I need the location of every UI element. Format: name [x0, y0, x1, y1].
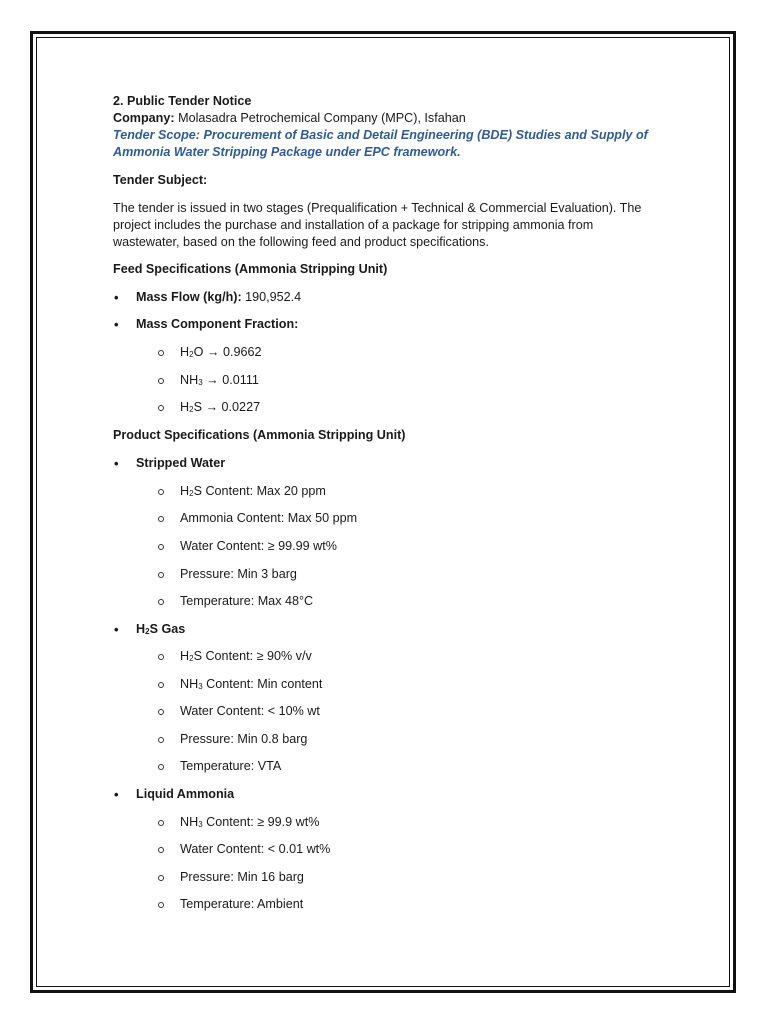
company-label: Company:	[113, 111, 175, 125]
circle-bullet-icon	[158, 709, 164, 715]
la-temperature: Temperature: Ambient	[113, 896, 693, 913]
fraction-nh3: $NH_3 \to 0.0111$	[113, 372, 693, 389]
stripped-water-item: • Stripped Water	[113, 455, 693, 472]
company-line	[113, 110, 693, 127]
circle-bullet-icon	[158, 902, 164, 908]
intro-line-3: wastewater, based on the following feed and product specifications.	[113, 235, 489, 249]
sw-water-content: Water Content: ≥ 99.99 wt%	[113, 538, 693, 555]
feed-spec-heading: Feed Specifications (Ammonia Stripping Unit)	[113, 262, 388, 276]
circle-bullet-icon	[158, 764, 164, 770]
company-value: Molasadra Petrochemical Company (MPC), Isfahan	[174, 111, 466, 125]
intro-line-2: project includes the purchase and installation of a package for stripping ammonia from	[113, 218, 594, 232]
la-nh3-content: $NH_3$ Content: ≥ 99.9 wt%	[113, 814, 693, 831]
tender-scope-line-1: Tender Scope: Procurement of Basic and Detail Engineering (BDE) Studies and Supply of	[113, 128, 648, 142]
gas-h2s-content: $H_2S$ Content: ≥ 90% v/v	[113, 648, 693, 665]
tender-subject-heading: Tender Subject:	[113, 173, 208, 187]
circle-bullet-icon	[158, 378, 164, 384]
circle-bullet-icon	[158, 544, 164, 550]
la-water-content: Water Content: < 0.01 wt%	[113, 841, 693, 858]
section-heading: 2. Public Tender Notice	[113, 94, 252, 108]
document-body	[113, 93, 693, 913]
fraction-h2o: $H_2O \to 0.9662$	[113, 344, 693, 361]
circle-bullet-icon	[158, 820, 164, 826]
product-spec-heading: Product Specifications (Ammonia Stripping Unit)	[113, 428, 406, 442]
circle-bullet-icon	[158, 599, 164, 605]
circle-bullet-icon	[158, 737, 164, 743]
gas-nh3-content: $NH_3$ Content: Min content	[113, 676, 693, 693]
liquid-ammonia-item: • Liquid Ammonia	[113, 786, 693, 803]
la-pressure: Pressure: Min 16 barg	[113, 869, 693, 886]
intro-paragraph	[113, 200, 693, 251]
circle-bullet-icon	[158, 489, 164, 495]
fraction-h2s: $H_2S \to 0.0227$	[113, 399, 693, 416]
circle-bullet-icon	[158, 875, 164, 881]
mass-flow-item	[113, 289, 693, 306]
sw-ammonia-content: Ammonia Content: Max 50 ppm	[113, 510, 693, 527]
circle-bullet-icon	[158, 682, 164, 688]
circle-bullet-icon	[158, 572, 164, 578]
mass-flow-value: 190,952.4	[241, 290, 302, 304]
mass-flow-label: Mass Flow (kg/h):	[136, 290, 242, 304]
sw-pressure: Pressure: Min 3 barg	[113, 566, 693, 583]
h2s-gas-item: • $H_2S$ Gas	[113, 621, 693, 638]
gas-pressure: Pressure: Min 0.8 barg	[113, 731, 693, 748]
mass-fraction-item: • Mass Component Fraction:	[113, 316, 693, 333]
intro-line-1: The tender is issued in two stages (Prequalification + Technical & Commercial Evaluation). The	[113, 201, 642, 215]
circle-bullet-icon	[158, 405, 164, 411]
gas-temperature: Temperature: VTA	[113, 758, 693, 775]
circle-bullet-icon	[158, 516, 164, 522]
circle-bullet-icon	[158, 350, 164, 356]
circle-bullet-icon	[158, 847, 164, 853]
circle-bullet-icon	[158, 654, 164, 660]
tender-scope-line-2: Ammonia Water Stripping Package under EPC framework.	[113, 145, 461, 159]
sw-h2s-content: $H_2S$ Content: Max 20 ppm	[113, 483, 693, 500]
gas-water-content: Water Content: < 10% wt	[113, 703, 693, 720]
sw-temperature: Temperature: Max 48°C	[113, 593, 693, 610]
